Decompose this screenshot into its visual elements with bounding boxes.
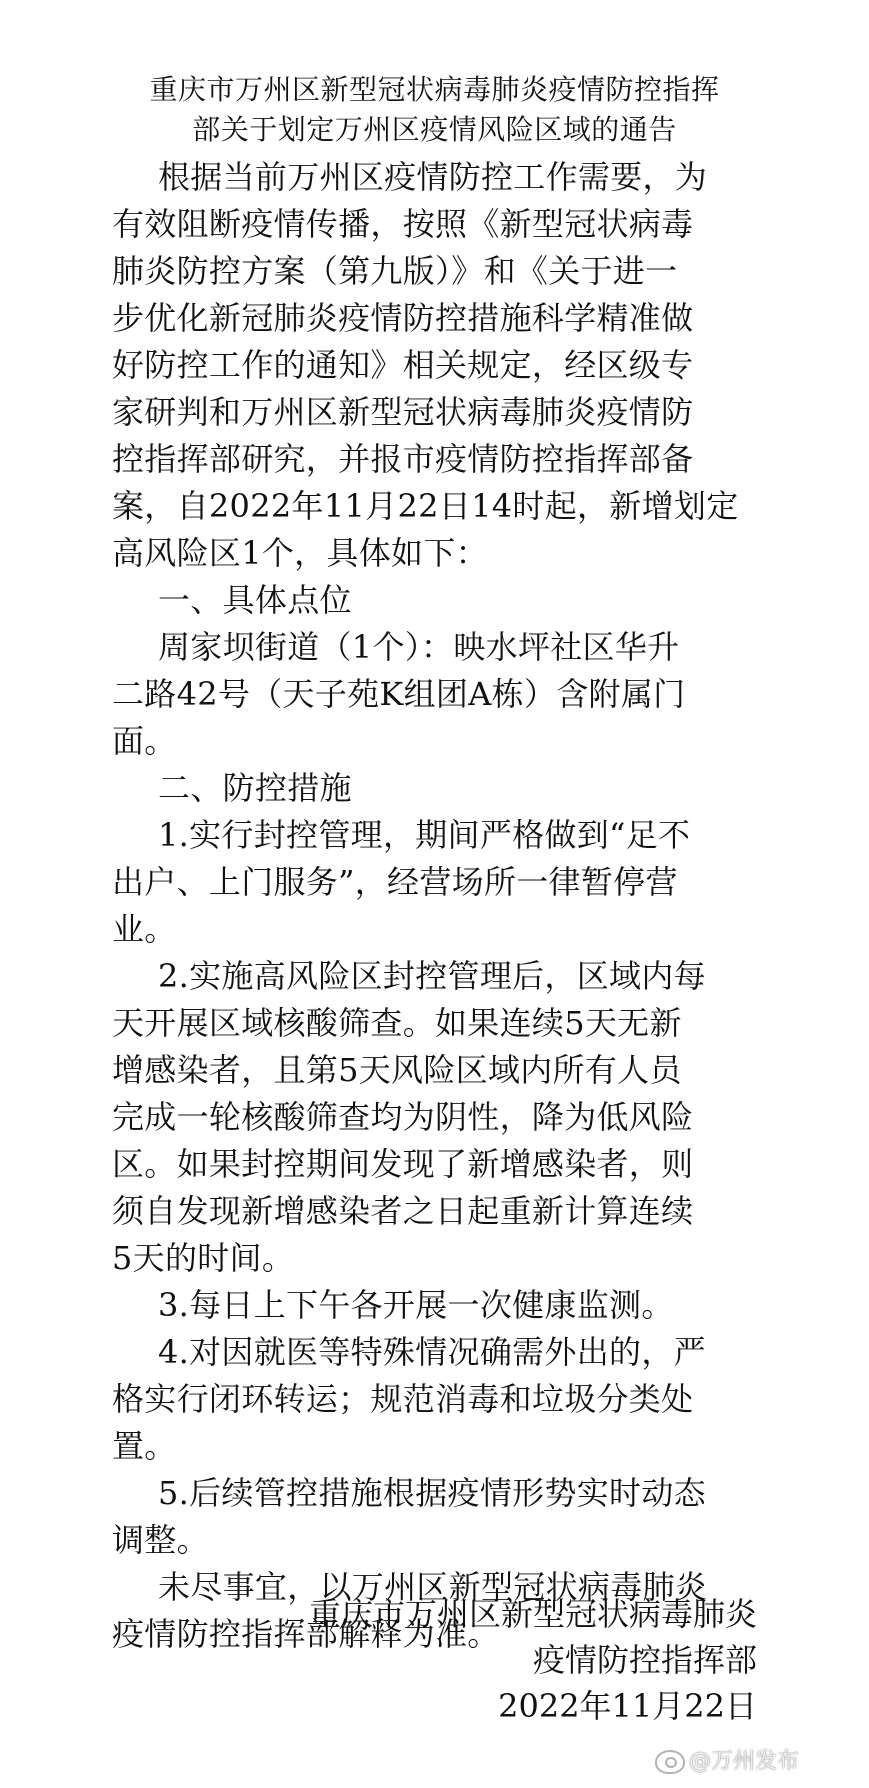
- body-line: 调整。: [112, 1521, 209, 1559]
- section-heading-1: 一、具体点位: [158, 581, 352, 619]
- body-line: 高风险区1个，具体如下：: [112, 534, 488, 572]
- signature-date: 2022年11月22日: [498, 1687, 757, 1725]
- watermark-text: @万州发布: [688, 1749, 799, 1774]
- body-line: 格实行闭环转运；规范消毒和垃圾分类处: [112, 1380, 694, 1418]
- title-line-1: 重庆市万州区新型冠状病毒肺炎疫情防控指挥: [149, 73, 720, 106]
- body-line: 案，自2022年11月22日14时起，新增划定: [112, 487, 739, 525]
- body-line: 疫情防控指挥部解释为准。: [112, 1615, 500, 1653]
- signature-issuer-line-1: 重庆市万州区新型冠状病毒肺炎: [308, 1595, 757, 1633]
- body-line: 增感染者，且第5天风险区域内所有人员: [112, 1051, 682, 1089]
- weibo-icon: [655, 1750, 685, 1774]
- body-line: 2.实施高风险区封控管理后，区域内每: [158, 957, 706, 995]
- body-line: 面。: [112, 722, 177, 760]
- body-line: 5.后续管控措施根据疫情形势实时动态: [158, 1474, 706, 1512]
- body-line: 步优化新冠肺炎疫情防控措施科学精准做: [112, 299, 694, 337]
- body-line: 二路42号（天子苑K组团A栋）含附属门: [112, 675, 686, 713]
- body-line: 完成一轮核酸筛查均为阴性，降为低风险: [112, 1098, 694, 1136]
- body-line: 5天的时间。: [112, 1239, 295, 1277]
- body-line: 区。如果封控期间发现了新增感染者，则: [112, 1145, 694, 1183]
- body-line: 须自发现新增感染者之日起重新计算连续: [112, 1192, 694, 1230]
- body-line: 有效阻断疫情传播，按照《新型冠状病毒: [112, 205, 694, 243]
- title-line-2: 部关于划定万州区疫情风险区域的通告: [192, 113, 677, 146]
- body-line: 好防控工作的通知》相关规定，经区级专: [112, 346, 694, 384]
- body-line: 业。: [112, 910, 177, 948]
- signature-issuer-line-2: 疫情防控指挥部: [532, 1641, 757, 1679]
- body-line: 出户、上门服务”，经营场所一律暂停营: [112, 863, 678, 901]
- body-line: 肺炎防控方案（第九版）》和《关于进一: [112, 252, 678, 290]
- body-line: 天开展区域核酸筛查。如果连续5天无新: [112, 1004, 682, 1042]
- body-line: 周家坝街道（1个）：映水坪社区华升: [158, 628, 680, 666]
- body-line: 3.每日上下午各开展一次健康监测。: [158, 1286, 674, 1324]
- body-line: 4.对因就医等特殊情况确需外出的，严: [158, 1333, 706, 1371]
- body-line: 置。: [112, 1427, 177, 1465]
- weibo-watermark: [655, 1744, 799, 1775]
- body-line: 家研判和万州区新型冠状病毒肺炎疫情防: [112, 393, 694, 431]
- body-line: 1.实行封控管理，期间严格做到“足不: [158, 816, 691, 854]
- body-line: 未尽事宜，以万州区新型冠状病毒肺炎: [158, 1568, 708, 1606]
- section-heading-2: 二、防控措施: [158, 769, 352, 807]
- body-line: 控指挥部研究，并报市疫情防控指挥部备: [112, 440, 694, 478]
- body-line: 根据当前万州区疫情防控工作需要，为: [158, 158, 708, 196]
